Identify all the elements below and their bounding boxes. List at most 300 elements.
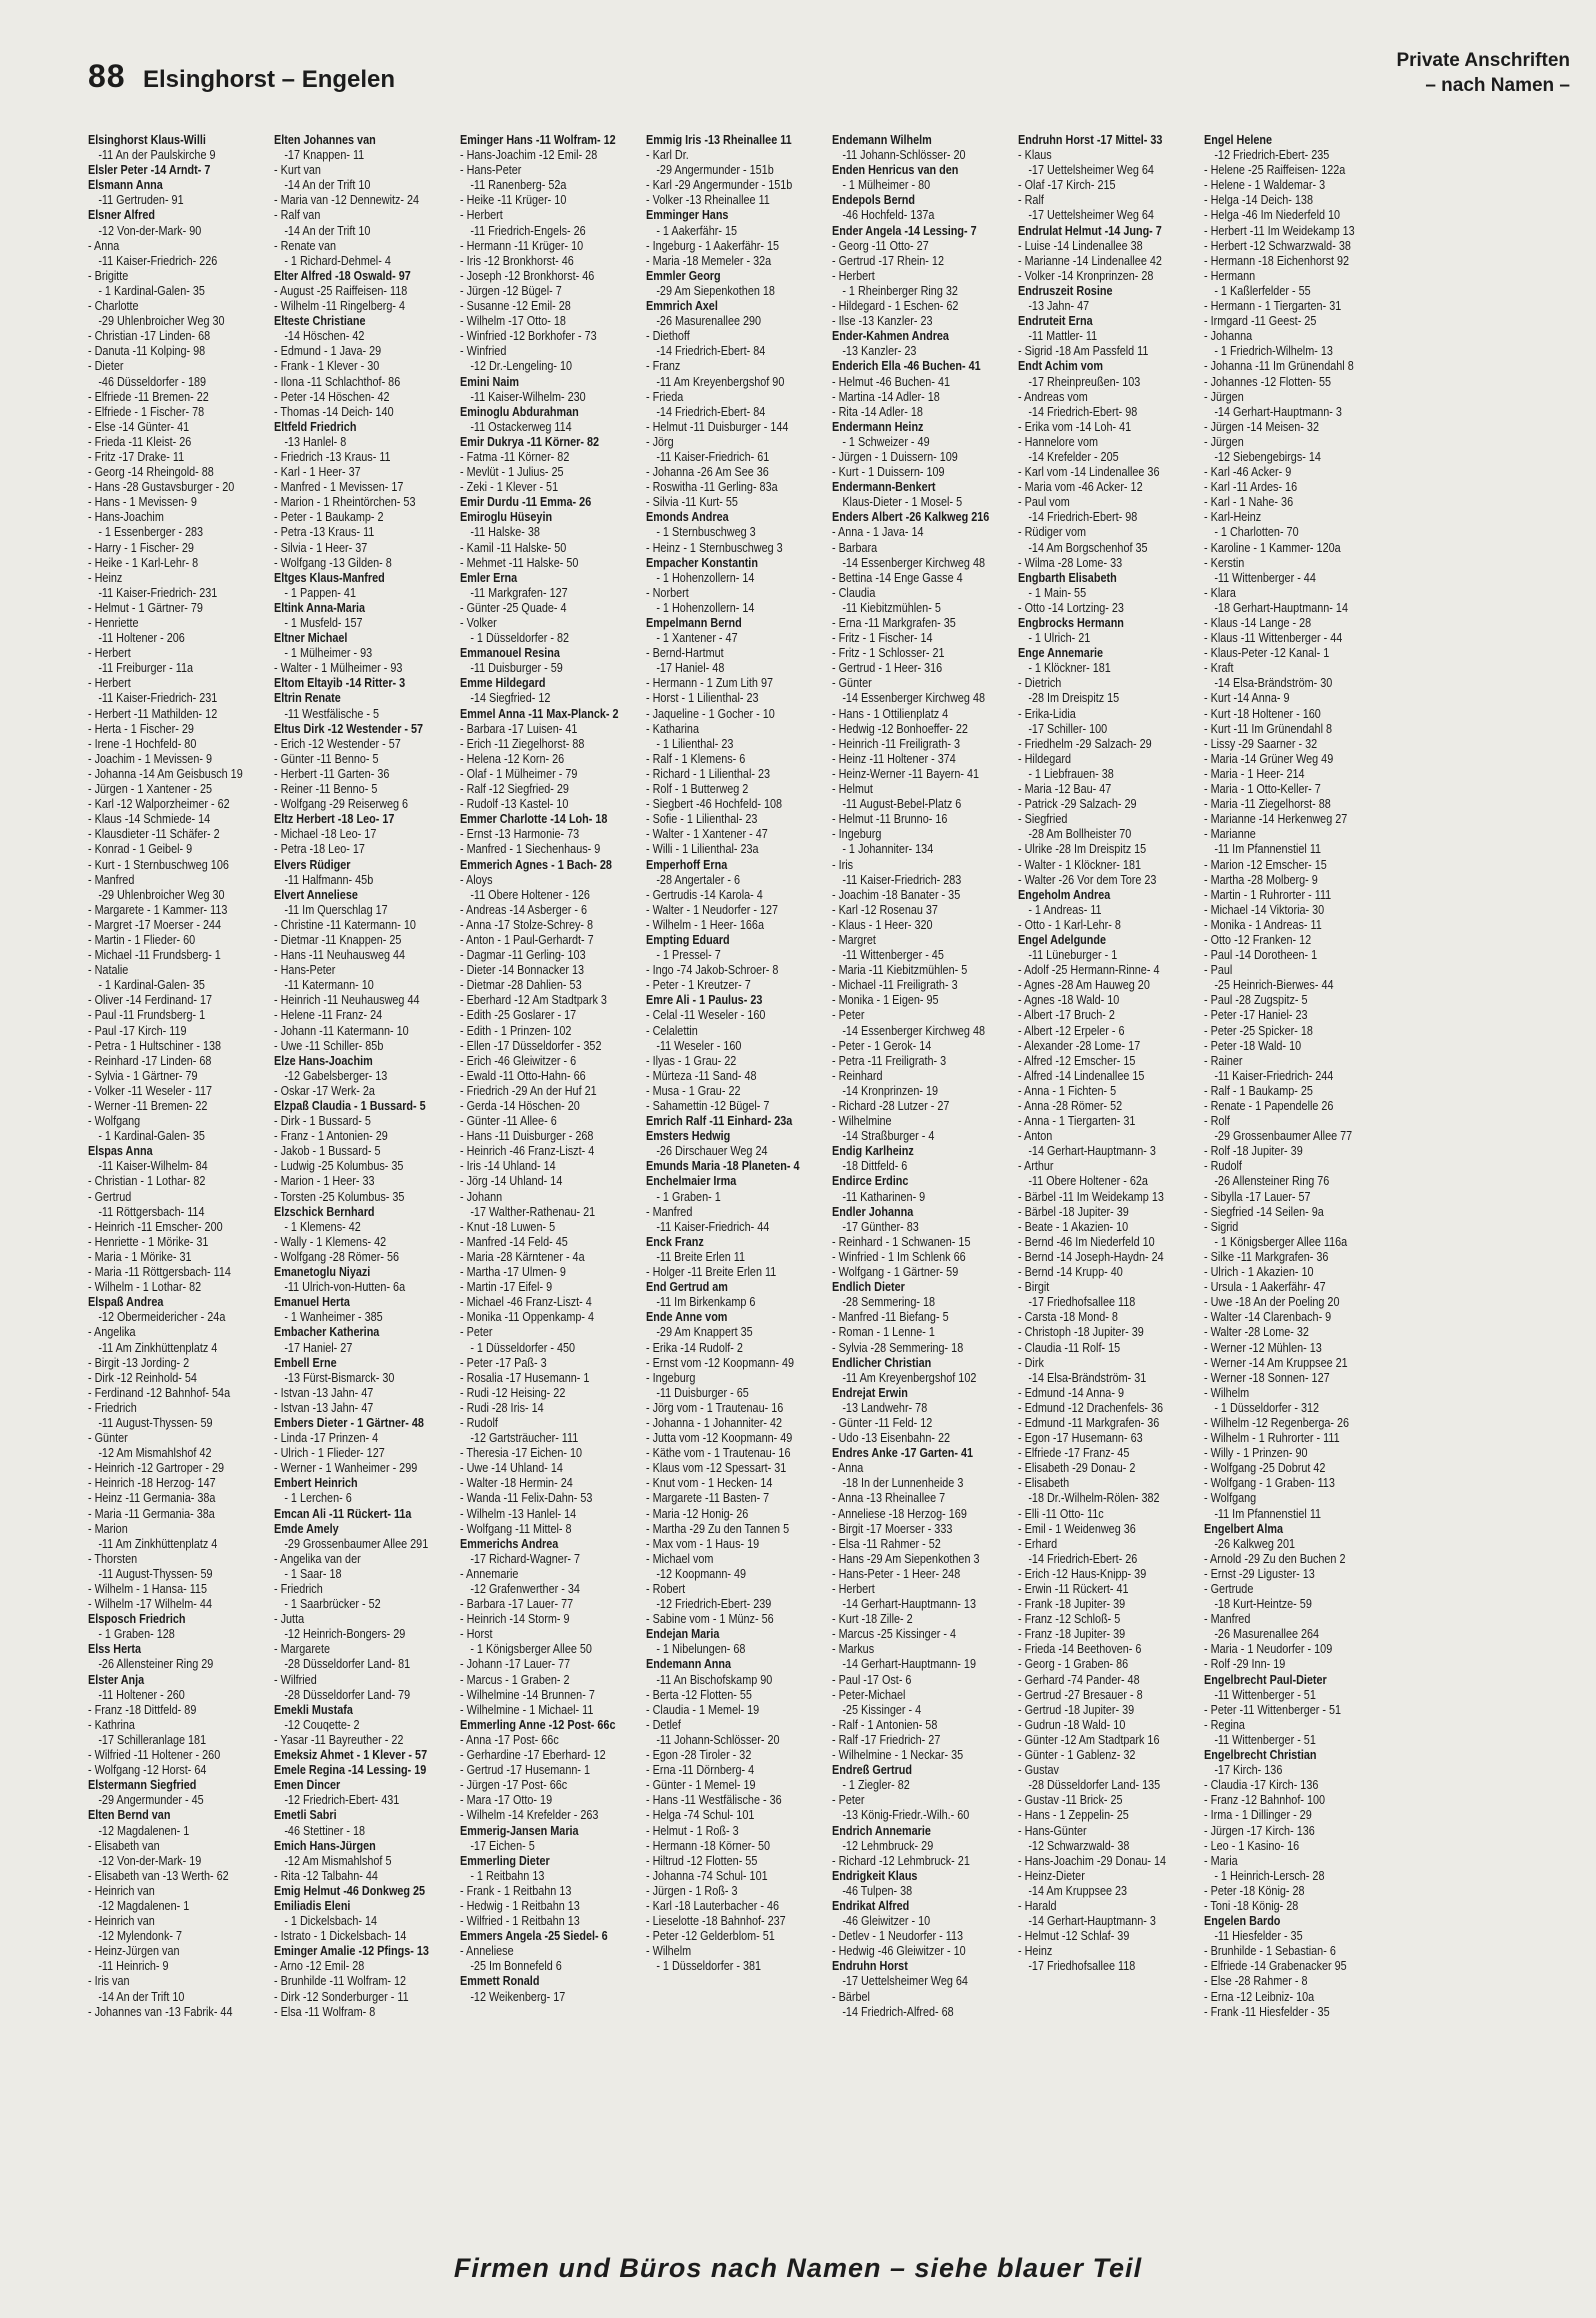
directory-entry: - Rolf — [1204, 1114, 1230, 1129]
surname-entry: Emmanouel Resina — [460, 646, 560, 661]
directory-entry: - 1 Pressel- 7 — [656, 948, 721, 963]
directory-entry: - Holger -11 Breite Erlen 11 — [646, 1265, 777, 1280]
directory-entry: -13 Fürst-Bismarck- 30 — [284, 1370, 395, 1385]
directory-entry: - Erika vom -14 Loh- 41 — [1018, 419, 1132, 434]
directory-entry: - Dietmar -11 Knappen- 25 — [274, 932, 402, 947]
surname-entry: Elzschick Bernhard — [274, 1204, 375, 1219]
directory-entry: - Marcus -25 Kissinger - 4 — [832, 1627, 956, 1642]
directory-entry: - Knut vom - 1 Hecken- 14 — [646, 1476, 773, 1491]
directory-entry: - 1 Klemens- 42 — [284, 1219, 361, 1234]
directory-entry: - Alexander -28 Lome- 17 — [1018, 1038, 1141, 1053]
surname-entry: End Gertrud am — [646, 1280, 728, 1295]
surname-entry: Emme Hildegard — [460, 676, 546, 691]
directory-entry: - Sahamettin -12 Bügel- 7 — [646, 1099, 770, 1113]
directory-entry: -11 Westfälische - 5 — [284, 706, 380, 721]
section-title-line1: Private Anschriften — [1396, 50, 1570, 71]
directory-entry: - 1 Xantener - 47 — [656, 631, 738, 646]
directory-entry: - Rolf -18 Jupiter- 39 — [1204, 1144, 1303, 1159]
directory-entry: -11 Wittenberger - 45 — [842, 948, 944, 963]
directory-entry: - Wolfgang -25 Dobrut 42 — [1204, 1461, 1326, 1476]
directory-entry: - Karl vom -14 Lindenallee 36 — [1018, 465, 1160, 480]
directory-entry: - Regina — [1204, 1717, 1245, 1732]
directory-entry: - Reinhard - 1 Schwanen- 15 — [832, 1234, 971, 1249]
directory-entry: - Bernd -14 Joseph-Haydn- 24 — [1018, 1249, 1164, 1264]
surname-entry: Elspas Anna — [88, 1144, 153, 1159]
surname-entry: Eltus Dirk -12 Westender - 57 — [274, 721, 424, 736]
directory-entry: - 1 Dickelsbach- 14 — [284, 1914, 378, 1929]
directory-entry: -28 Am Bollheister 70 — [1028, 827, 1132, 842]
directory-entry: - Peter - 1 Baukamp- 2 — [274, 510, 384, 525]
directory-entry: - Johanna — [1204, 329, 1253, 344]
directory-entry: - Rolf - 1 Butterweg 2 — [646, 782, 749, 797]
directory-entry: - Paul -17 Ost- 6 — [832, 1672, 912, 1687]
directory-entry: -12 Friedrich-Ebert- 235 — [1214, 148, 1330, 163]
surname-entry: Emmerichs Andrea — [460, 1536, 559, 1551]
directory-entry: - Jürgen -12 Bügel- 7 — [460, 283, 562, 298]
directory-entry: - Fatma -11 Körner- 82 — [460, 449, 570, 464]
directory-entry: -11 Wittenberger - 51 — [1214, 1732, 1316, 1747]
directory-entry: - Detlef — [646, 1717, 681, 1732]
directory-entry: - Bärbel -18 Jupiter- 39 — [1018, 1204, 1129, 1219]
directory-entry: - Edmund - 1 Java- 29 — [274, 344, 382, 359]
directory-entry: - Anna -17 Stolze-Schrey- 8 — [460, 917, 594, 932]
directory-entry: - 1 Mülheimer - 93 — [284, 646, 373, 661]
directory-entry: - Peter -14 Höschen- 42 — [274, 389, 390, 404]
directory-entry: - Claudia - 1 Memel- 19 — [646, 1702, 760, 1717]
directory-entry: - Reinhard — [832, 1068, 883, 1083]
directory-entry: -11 Freiburger - 11a — [98, 661, 194, 676]
surname-entry: Emunds Maria -18 Planeten- 4 — [646, 1159, 800, 1174]
directory-entry: - Peter — [832, 1793, 865, 1808]
directory-entry: - Ingeburg — [832, 827, 882, 842]
directory-entry: - Fritz - 1 Schlosser- 21 — [832, 646, 945, 661]
directory-entry: -11 Katermann- 10 — [284, 978, 374, 993]
directory-entry: - Yasar -11 Bayreuther - 22 — [274, 1732, 404, 1747]
directory-entry: - Hans-Joachim -12 Emil- 28 — [460, 148, 598, 163]
directory-entry: - Herbert — [88, 676, 131, 691]
directory-entry: - Karl - 1 Heer- 37 — [274, 465, 361, 480]
directory-entry: - Ernst -13 Harmonie- 73 — [460, 827, 580, 842]
surname-entry: Eminger Amalie -12 Pfings- 13 — [274, 1944, 429, 1959]
directory-entry: - Albert -17 Bruch- 2 — [1018, 1008, 1115, 1023]
directory-entry: - Werner - 1 Wanheimer - 299 — [274, 1461, 418, 1476]
directory-entry: - Marion - 1 Rheintörchen- 53 — [274, 495, 416, 510]
directory-entry: - Lissy -29 Saarner - 32 — [1204, 736, 1318, 751]
directory-entry: - Edith - 1 Prinzen- 102 — [460, 1023, 572, 1038]
directory-entry: - Michael -14 Viktoria- 30 — [1204, 902, 1325, 917]
directory-entry: - Horst - 1 Lilienthal- 23 — [646, 691, 759, 706]
surname-entry: Engelbrecht Christian — [1204, 1748, 1317, 1763]
directory-entry: -13 Hanlel- 8 — [284, 434, 347, 449]
directory-column — [1390, 133, 1550, 2239]
directory-entry: - Paul -17 Kirch- 119 — [88, 1023, 187, 1038]
surname-entry: Elteste Christiane — [274, 314, 366, 329]
surname-entry: Elsmann Anna — [88, 178, 163, 193]
directory-entry: - Silke -11 Markgrafen- 36 — [1204, 1249, 1329, 1264]
directory-entry: - Alfred -14 Lindenallee 15 — [1018, 1068, 1145, 1083]
directory-entry: - Robert — [646, 1582, 686, 1596]
surname-entry: Eltom Eltayib -14 Ritter- 3 — [274, 676, 406, 691]
directory-entry: - Günter -25 Quade- 4 — [460, 600, 567, 615]
directory-entry: - Paul -11 Frundsberg- 1 — [88, 1008, 206, 1023]
directory-entry: - Dieter -14 Bonnacker 13 — [460, 963, 585, 978]
directory-entry: - Wolfgang — [1204, 1491, 1257, 1506]
directory-entry: - 1 Saar- 18 — [284, 1566, 342, 1581]
directory-entry: -17 Walther-Rathenau- 21 — [470, 1204, 596, 1219]
directory-entry: - Hans -11 Neuhausweg 44 — [274, 948, 406, 963]
directory-entry: - Uwe -18 An der Poeling 20 — [1204, 1295, 1340, 1310]
directory-entry: - Irmgard -11 Geest- 25 — [1204, 314, 1317, 329]
directory-entry: -11 Kaiser-Friedrich- 283 — [842, 872, 962, 887]
directory-entry: - Maria -12 Bau- 47 — [1018, 782, 1112, 797]
directory-entry: -18 Kurt-Heintze- 59 — [1214, 1597, 1312, 1612]
directory-entry: - Helga -46 Im Niederfeld 10 — [1204, 208, 1341, 223]
directory-entry: -14 An der Trift 10 — [284, 223, 371, 238]
directory-entry: - Istrato - 1 Dickelsbach- 14 — [274, 1929, 407, 1944]
directory-entry: -11 Am Kreyenbergshof 102 — [842, 1370, 977, 1385]
directory-entry: - Wanda -11 Felix-Dahn- 53 — [460, 1491, 593, 1506]
directory-entry: - Walter - 1 Neudorfer - 127 — [646, 902, 779, 917]
directory-entry: -14 Gerhart-Hauptmann- 19 — [842, 1657, 976, 1672]
directory-entry: -13 Jahn- 47 — [1028, 299, 1090, 314]
surname-entry: Emich Hans-Jürgen — [274, 1838, 376, 1853]
directory-entry: - Richard - 1 Lilienthal- 23 — [646, 766, 771, 781]
directory-entry: - Ralf van — [274, 208, 321, 223]
directory-entry: - Helene - 1 Waldemar- 3 — [1204, 178, 1326, 193]
directory-entry: - Wolfgang — [88, 1114, 141, 1129]
directory-entry: -18 Dr.-Wilhelm-Rölen- 382 — [1028, 1491, 1160, 1506]
directory-entry: - Monika - 1 Eigen- 95 — [832, 993, 939, 1008]
surname-entry: Emanetoglu Niyazi — [274, 1265, 371, 1280]
directory-entry: - 1 Kardinal-Galen- 35 — [98, 978, 205, 993]
directory-entry: - Hermann -11 Krüger- 10 — [460, 238, 584, 253]
directory-entry: -14 Friedrich-Ebert- 84 — [656, 344, 766, 359]
directory-entry: - Ulrich - 1 Akazien- 10 — [1204, 1265, 1314, 1280]
directory-entry: -26 Allensteiner Ring 76 — [1214, 1174, 1330, 1189]
surname-entry: Endruhn Horst -17 Mittel- 33 — [1018, 133, 1163, 147]
directory-entry: - 1 Kaßlerfelder - 55 — [1214, 283, 1311, 298]
surname-entry: Endrich Annemarie — [832, 1823, 931, 1838]
directory-entry: - Wolfgang - 1 Gärtner- 59 — [832, 1265, 959, 1280]
directory-entry: - 1 Düsseldorfer - 312 — [1214, 1400, 1320, 1415]
directory-entry: -14 Friedrich-Ebert- 84 — [656, 404, 766, 419]
surname-entry: Elten Johannes van — [274, 133, 376, 147]
directory-entry: - Ralf — [1018, 193, 1044, 208]
directory-entry: - Hermann - 1 Zum Lith 97 — [646, 676, 774, 691]
directory-entry: -17 Eichen- 5 — [470, 1838, 535, 1853]
directory-entry: - Barbara -17 Lauer- 77 — [460, 1597, 574, 1612]
directory-entry: -29 Am Siepenkothen 18 — [656, 283, 775, 298]
directory-entry: - Frank -18 Jupiter- 39 — [1018, 1597, 1126, 1612]
directory-entry: - Kurt van — [274, 163, 321, 178]
directory-entry: - Werner -18 Sonnen- 127 — [1204, 1370, 1330, 1385]
directory-entry: - Johanna -26 Am See 36 — [646, 465, 769, 480]
directory-column — [1018, 133, 1178, 2239]
surname-entry: Emele Regina -14 Lessing- 19 — [274, 1763, 427, 1778]
directory-entry: - Udo -13 Eisenbahn- 22 — [832, 1431, 951, 1446]
surname-entry: Ender Angela -14 Lessing- 7 — [832, 223, 977, 238]
directory-entry: -26 Dirschauer Weg 24 — [656, 1144, 768, 1159]
surname-entry: Elter Alfred -18 Oswald- 97 — [274, 268, 411, 283]
directory-entry: - Emil - 1 Weidenweg 36 — [1018, 1521, 1136, 1536]
surname-entry: Emir Durdu -11 Emma- 26 — [460, 495, 592, 510]
surname-entry: Engelbert Alma — [1204, 1521, 1284, 1536]
directory-entry: - Anneliese -18 Herzog- 169 — [832, 1506, 967, 1521]
surname-entry: Endrejat Erwin — [832, 1385, 908, 1400]
directory-entry: -28 Semmering- 18 — [842, 1295, 936, 1310]
directory-entry: - Fritz -17 Drake- 11 — [88, 449, 185, 464]
surname-entry: Engel Helene — [1204, 133, 1273, 147]
directory-entry: - 1 Graben- 128 — [98, 1627, 175, 1642]
directory-entry: - Maria -11 Germania- 38a — [88, 1506, 215, 1521]
directory-entry: - 1 Hohenzollern- 14 — [656, 600, 755, 615]
directory-entry: - Gudrun -18 Wald- 10 — [1018, 1717, 1126, 1732]
directory-entry: -12 Siebengebirgs- 14 — [1214, 449, 1321, 464]
directory-entry: -11 Gertruden- 91 — [98, 193, 184, 208]
directory-entry: - Mevlüt - 1 Julius- 25 — [460, 465, 564, 480]
surname-entry: Elten Bernd van — [88, 1808, 171, 1823]
directory-entry: - Dirk -12 Reinhold- 54 — [88, 1370, 197, 1385]
surname-entry: Elstermann Siegfried — [88, 1778, 197, 1793]
directory-entry: - Uwe -11 Schiller- 85b — [274, 1038, 384, 1053]
directory-entry: - Rita -12 Talbahn- 44 — [274, 1868, 378, 1883]
directory-entry: - Bärbel -11 Im Weidekamp 13 — [1018, 1189, 1164, 1204]
directory-entry: - 1 Sternbuschweg 3 — [656, 525, 756, 540]
directory-entry: - Claudia -11 Rolf- 15 — [1018, 1340, 1121, 1355]
directory-entry: - Hans-Günter — [1018, 1823, 1087, 1838]
directory-entry: - Maria -11 Ziegelhorst- 88 — [1204, 797, 1331, 812]
directory-entry: - Elisabeth van — [88, 1838, 160, 1853]
directory-entry: - Helmut -11 Duisburger - 144 — [646, 419, 789, 434]
directory-entry: - Martin - 1 Flieder- 60 — [88, 932, 196, 947]
surname-entry: Emmerig-Jansen Maria — [460, 1823, 579, 1838]
directory-entry: - Paul vom — [1018, 495, 1070, 510]
directory-entry: - Michael vom — [646, 1551, 714, 1566]
directory-entry: -46 Hochfeld- 137a — [842, 208, 935, 223]
directory-entry: - Sabine vom - 1 Münz- 56 — [646, 1612, 774, 1627]
directory-entry: - Willy - 1 Prinzen- 90 — [1204, 1446, 1308, 1461]
directory-entry: - Ilse -13 Kanzler- 23 — [832, 314, 933, 329]
surname-entry: Eltink Anna-Maria — [274, 600, 366, 615]
directory-entry: - Erich -11 Ziegelhorst- 88 — [460, 736, 585, 751]
directory-entry: - Rudolf -13 Kastel- 10 — [460, 797, 569, 812]
directory-entry: -14 Krefelder - 205 — [1028, 449, 1119, 464]
directory-entry: - Brigitte — [88, 268, 129, 283]
directory-entry: - Linda -17 Prinzen- 4 — [274, 1431, 379, 1446]
directory-entry: - Wilhelm - 1 Ruhrorter - 111 — [1204, 1431, 1340, 1446]
directory-entry: - Mürteza -11 Sand- 48 — [646, 1068, 757, 1083]
directory-entry: - Renate - 1 Papendelle 26 — [1204, 1099, 1334, 1113]
directory-entry: - Gertrud -17 Husemann- 1 — [460, 1763, 591, 1778]
surname-entry: Emde Amely — [274, 1521, 339, 1536]
directory-entry: - Erika -14 Rudolf- 2 — [646, 1340, 743, 1355]
directory-entry: - Sigrid -18 Am Passfeld 11 — [1018, 344, 1149, 359]
directory-entry: - Klaus - 1 Heer- 320 — [832, 917, 933, 932]
directory-entry: -13 Kanzler- 23 — [842, 344, 917, 359]
surname-entry: Emmerich Agnes - 1 Bach- 28 — [460, 857, 612, 872]
directory-entry: - Werner -14 Am Kruppsee 21 — [1204, 1355, 1348, 1370]
surname-entry: Engeholm Andrea — [1018, 887, 1111, 902]
directory-entry: - Arno -12 Emil- 28 — [274, 1959, 365, 1974]
directory-entry: - Paul — [1204, 963, 1233, 978]
surname-entry: Embacher Katherina — [274, 1325, 380, 1340]
directory-entry: - Richard -28 Lutzer - 27 — [832, 1099, 950, 1113]
surname-entry: Emiroglu Hüseyin — [460, 510, 553, 525]
directory-entry: - Istvan -13 Jahn- 47 — [274, 1400, 374, 1415]
directory-entry: -14 Elsa-Brändström- 31 — [1028, 1370, 1147, 1385]
directory-entry: - Johann -17 Lauer- 77 — [460, 1657, 571, 1672]
directory-entry: - Peter -11 Wittenberger - 51 — [1204, 1702, 1342, 1717]
surname-entry: Elvert Anneliese — [274, 887, 358, 902]
directory-entry: - 1 Schweizer - 49 — [842, 434, 930, 449]
directory-entry: - Wolfgang - 1 Graben- 113 — [1204, 1476, 1335, 1491]
directory-entry: -14 Siegfried- 12 — [470, 691, 551, 706]
directory-entry: - Roswitha -11 Gerling- 83a — [646, 480, 778, 495]
directory-entry: -17 Richard-Wagner- 7 — [470, 1551, 581, 1566]
directory-entry: - Volker -11 Weseler - 117 — [88, 1083, 213, 1098]
directory-entry: - Dirk — [1018, 1355, 1044, 1370]
directory-entry: - Andreas vom — [1018, 389, 1088, 404]
directory-entry: - Iris van — [88, 1974, 130, 1989]
directory-entry: -25 Im Bonnefeld 6 — [470, 1959, 562, 1974]
directory-entry: - Knut -18 Luwen- 5 — [460, 1219, 556, 1234]
surname-entry: Elzpaß Claudia - 1 Bussard- 5 — [274, 1099, 426, 1113]
directory-entry: - Klaus -11 Wittenberger - 44 — [1204, 631, 1343, 646]
surname-entry: Engelbrecht Paul-Dieter — [1204, 1672, 1327, 1687]
directory-entry: - Frank - 1 Reitbahn 13 — [460, 1883, 572, 1898]
directory-entry: - Kathrina — [88, 1717, 135, 1732]
directory-entry: -11 Heinrich- 9 — [98, 1959, 169, 1974]
directory-entry: - Helga -74 Schul- 101 — [646, 1808, 755, 1823]
directory-entry: - Peter -12 Gelderblom- 51 — [646, 1929, 775, 1944]
directory-entry: - Maria -12 Honig- 26 — [646, 1506, 749, 1521]
directory-entry: - Claudia — [832, 585, 876, 600]
directory-entry: - Kurt -18 Holtener - 160 — [1204, 706, 1321, 721]
directory-entry: - Dirk -12 Sonderburger - 11 — [274, 1989, 409, 2004]
directory-entry: - Olaf -17 Kirch- 215 — [1018, 178, 1116, 193]
surname-entry: Emmler Georg — [646, 268, 721, 283]
directory-entry: - Monika - 1 Andreas- 11 — [1204, 917, 1322, 932]
directory-entry: - Johanna - 1 Johanniter- 42 — [646, 1415, 783, 1430]
directory-entry: - Celal -11 Weseler - 160 — [646, 1008, 766, 1023]
directory-entry: -13 Landwehr- 78 — [842, 1400, 928, 1415]
directory-entry: - Elsa -11 Wolfram- 8 — [274, 2004, 376, 2019]
directory-entry: -11 Im Pfannenstiel 11 — [1214, 1506, 1322, 1521]
directory-entry: - Dagmar -11 Gerling- 103 — [460, 948, 586, 963]
directory-entry: - Eberhard -12 Am Stadtpark 3 — [460, 993, 607, 1008]
directory-entry: -11 August-Bebel-Platz 6 — [842, 797, 962, 812]
directory-entry: - Jutta — [274, 1612, 305, 1627]
directory-entry: - Manfred -14 Feld- 45 — [460, 1234, 568, 1249]
directory-entry: - 1 Königsberger Allee 116a — [1214, 1234, 1348, 1249]
directory-entry: - Helga -14 Deich- 138 — [1204, 193, 1313, 208]
directory-entry: - Anna -13 Rheinallee 7 — [832, 1491, 946, 1506]
directory-entry: - Maria - 1 Otto-Keller- 7 — [1204, 782, 1321, 797]
directory-entry: - Else -14 Günter- 41 — [88, 419, 190, 434]
directory-entry: -11 Johann-Schlösser- 20 — [842, 148, 966, 163]
directory-entry: - Hildegard - 1 Eschen- 62 — [832, 299, 959, 314]
directory-entry: - Olaf - 1 Mülheimer - 79 — [460, 766, 578, 781]
directory-entry: - Hans-Joachim — [88, 510, 164, 525]
directory-entry: -17 Uettelsheimer Weg 64 — [842, 1974, 968, 1989]
directory-entry: -17 Friedhofsallee 118 — [1028, 1295, 1136, 1310]
directory-entry: - Hans - 1 Mevissen- 9 — [88, 495, 197, 510]
directory-entry: - Susanne -12 Emil- 28 — [460, 299, 571, 314]
directory-entry: - Frieda — [646, 389, 684, 404]
surname-entry: Emonds Andrea — [646, 510, 729, 525]
directory-entry: - Christine -11 Katermann- 10 — [274, 917, 416, 932]
directory-entry: - Helene -25 Raiffeisen- 122a — [1204, 163, 1346, 178]
directory-entry: - Wilhelm - 1 Heer- 166a — [646, 917, 764, 932]
directory-entry: -11 Kaiser-Friedrich- 226 — [98, 253, 218, 268]
directory-entry: - 1 Kardinal-Galen- 35 — [98, 1129, 205, 1144]
directory-entry: - Ralf -12 Siegfried- 29 — [460, 782, 569, 797]
directory-entry: - Brunhilde -11 Wolfram- 12 — [274, 1974, 407, 1989]
surname-entry: Endermann Heinz — [832, 419, 924, 434]
directory-entry: - Franz -12 Bahnhof- 100 — [1204, 1793, 1326, 1808]
directory-entry: -14 Gerhart-Hauptmann- 3 — [1028, 1914, 1156, 1929]
directory-entry: - Heinz-Jürgen van — [88, 1944, 180, 1959]
directory-entry: -12 Gabelsberger- 13 — [284, 1068, 388, 1083]
directory-entry: - Luise -14 Lindenallee 38 — [1018, 238, 1143, 253]
directory-entry: - Iris — [832, 857, 854, 872]
directory-entry: - Manfred — [646, 1204, 693, 1219]
directory-entry: -14 Friedrich-Ebert- 26 — [1028, 1551, 1138, 1566]
directory-entry: - Günter -11 Feld- 12 — [832, 1415, 933, 1430]
directory-entry: -17 Friedhofsallee 118 — [1028, 1959, 1136, 1974]
surname-entry: Emetli Sabri — [274, 1808, 337, 1823]
surname-entry: Emir Dukrya -11 Körner- 82 — [460, 434, 600, 449]
directory-entry: - Ernst -29 Liguster- 13 — [1204, 1566, 1315, 1581]
directory-entry: - Helmut -12 Schlaf- 39 — [1018, 1929, 1130, 1944]
directory-entry: -14 Essenberger Kirchweg 48 — [842, 1023, 986, 1038]
directory-entry: -26 Masurenallee 290 — [656, 314, 762, 329]
directory-entry: - 1 Rheinberger Ring 32 — [842, 283, 958, 298]
directory-entry: - Petra -11 Freiligrath- 3 — [832, 1053, 947, 1068]
directory-entry: -14 Friedrich-Ebert- 98 — [1028, 510, 1138, 525]
directory-entry: - Rudolf — [460, 1415, 498, 1430]
directory-entry: - Dieter — [88, 359, 124, 374]
directory-entry: - Wolfgang -12 Horst- 64 — [88, 1763, 207, 1778]
directory-entry: -11 Mattler- 11 — [1028, 329, 1098, 344]
surname-entry: Embers Dieter - 1 Gärtner- 48 — [274, 1415, 424, 1430]
directory-entry: - Rolf -29 Inn- 19 — [1204, 1657, 1286, 1672]
directory-entry: - Michael -46 Franz-Liszt- 4 — [460, 1295, 592, 1310]
directory-entry: - Manfred — [88, 872, 135, 887]
directory-entry: - Christian -17 Linden- 68 — [88, 329, 211, 344]
directory-entry: - Barbara — [832, 540, 878, 555]
surname-entry: Endlicher Christian — [832, 1355, 932, 1370]
directory-entry: - Maria -11 Kiebitzmühlen- 5 — [832, 963, 968, 978]
directory-entry: -14 Essenberger Kirchweg 48 — [842, 691, 986, 706]
surname-entry: Empelmann Bernd — [646, 616, 742, 630]
directory-entry: -14 Essenberger Kirchweg 48 — [842, 555, 986, 570]
directory-entry: - Jürgen -14 Meisen- 32 — [1204, 419, 1319, 434]
directory-entry: - Rainer — [1204, 1053, 1243, 1068]
directory-entry: - Hermann -18 Eichenhorst 92 — [1204, 253, 1350, 268]
directory-entry: - Iris -12 Bronkhorst- 46 — [460, 253, 574, 268]
directory-entry: - Henriette — [88, 616, 139, 630]
directory-entry: - Wilhelmine - 1 Neckar- 35 — [832, 1748, 964, 1763]
directory-entry: - Michael -18 Leo- 17 — [274, 827, 377, 842]
surname-entry: Eltfeld Friedrich — [274, 419, 357, 434]
directory-entry: -12 Heinrich-Bongers- 29 — [284, 1627, 406, 1642]
directory-entry: - Elisabeth — [1018, 1476, 1070, 1491]
directory-entry: - Hedwig - 1 Reitbahn 13 — [460, 1898, 580, 1913]
directory-entry: - Heinz -11 Holtener - 374 — [832, 751, 956, 766]
directory-entry: -11 Johann-Schlösser- 20 — [656, 1732, 780, 1747]
surname-entry: Emini Naim — [460, 374, 519, 389]
